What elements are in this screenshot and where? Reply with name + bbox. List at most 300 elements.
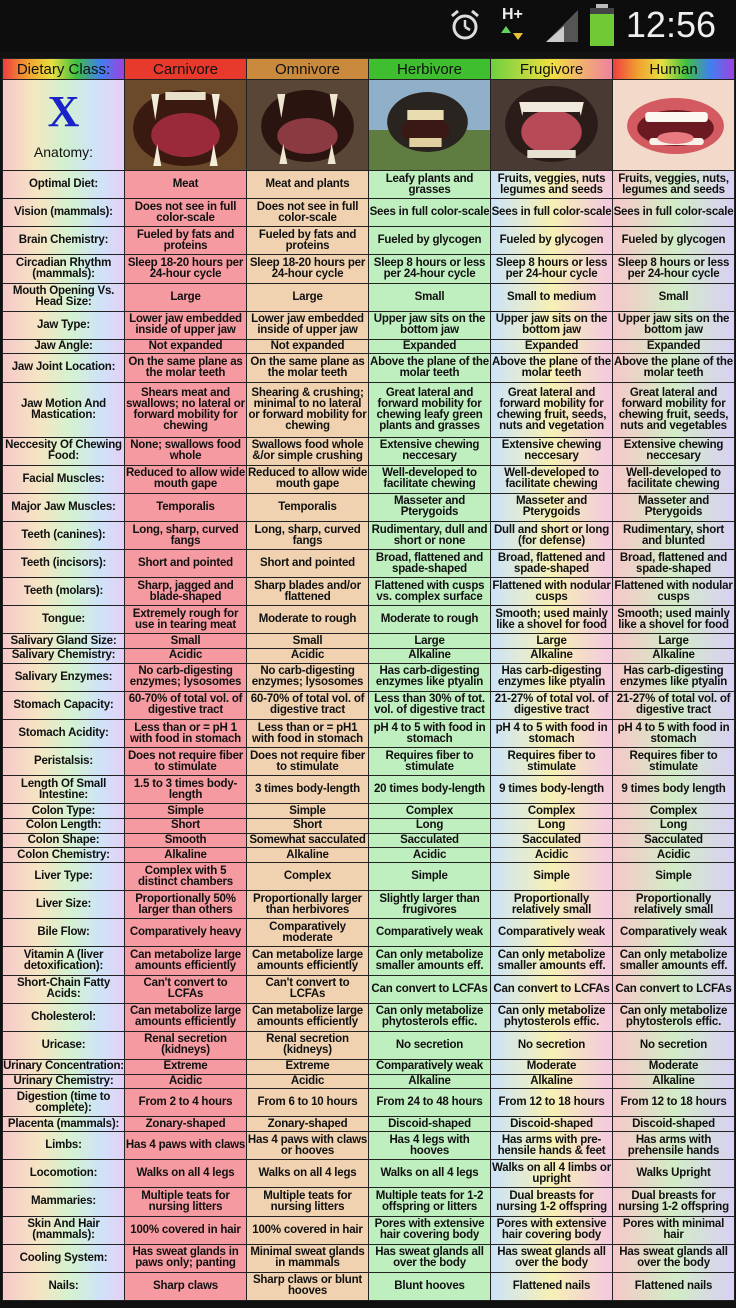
cell-herbivore: pH 4 to 5 with food in stomach	[369, 720, 491, 748]
cell-omnivore: Can metabolize large amounts efficiently	[247, 947, 369, 975]
cell-omnivore: Less than or = pH1 with food in stomach	[247, 720, 369, 748]
table-row	[3, 382, 735, 437]
cell-frugivore: Great lateral and forward mobility for chewing fruit, seeds, nuts and vegetation	[491, 382, 613, 437]
header-omnivore: Omnivore	[247, 59, 369, 80]
cell-human: No secretion	[613, 1031, 735, 1059]
cell-herbivore: From 24 to 48 hours	[369, 1089, 491, 1117]
table-row	[3, 891, 735, 919]
table-row	[3, 863, 735, 891]
table-row	[3, 1188, 735, 1216]
row-label: Jaw Type:	[3, 311, 125, 339]
header-dietary-class: Dietary Class:	[3, 59, 125, 80]
horse-teeth-photo	[369, 80, 491, 171]
cell-herbivore: Comparatively weak	[369, 1059, 491, 1074]
cell-frugivore: Acidic	[491, 848, 613, 863]
row-label: Colon Shape:	[3, 833, 125, 848]
row-label: Major Jaw Muscles:	[3, 493, 125, 521]
cell-human: Requires fiber to stimulate	[613, 748, 735, 776]
cell-herbivore: Slightly larger than frugivores	[369, 891, 491, 919]
cell-human: Masseter and Pterygoids	[613, 493, 735, 521]
cell-herbivore: Moderate to rough	[369, 606, 491, 634]
row-label: Salivary Gland Size:	[3, 634, 125, 649]
row-label: Colon Length:	[3, 819, 125, 834]
cell-human: Discoid-shaped	[613, 1117, 735, 1132]
cell-omnivore: Complex	[247, 863, 369, 891]
cell-frugivore: Alkaline	[491, 649, 613, 664]
row-label: Jaw Motion And Mastication:	[3, 382, 125, 437]
row-label: Digestion (time to complete):	[3, 1089, 125, 1117]
table-row	[3, 550, 735, 578]
row-label: Jaw Joint Location:	[3, 354, 125, 382]
cell-omnivore: Sleep 18-20 hours per 24-hour cycle	[247, 255, 369, 283]
cell-omnivore: Temporalis	[247, 493, 369, 521]
cell-frugivore: Has carb-digesting enzymes like ptyalin	[491, 663, 613, 691]
table-row	[3, 833, 735, 848]
cell-human: Great lateral and forward mobility for chewing fruit, seeds, nuts and vegetables	[613, 382, 735, 437]
cell-human: Dual breasts for nursing 1-2 offspring	[613, 1188, 735, 1216]
row-label: Skin And Hair (mammals):	[3, 1216, 125, 1244]
cell-carnivore: Long, sharp, curved fangs	[125, 521, 247, 549]
cell-carnivore: Can't convert to LCFAs	[125, 975, 247, 1003]
cell-herbivore: Pores with extensive hair covering body	[369, 1216, 491, 1244]
cell-carnivore: Comparatively heavy	[125, 919, 247, 947]
cell-herbivore: Rudimentary, dull and short or none	[369, 521, 491, 549]
cell-carnivore: None; swallows food whole	[125, 437, 247, 465]
table-row	[3, 521, 735, 549]
row-label: Locomotion:	[3, 1160, 125, 1188]
cell-frugivore: Can only metabolize phytosterols effic.	[491, 1003, 613, 1031]
cell-carnivore: Shears meat and swallows; no lateral or forward mobility for chewing	[125, 382, 247, 437]
cell-omnivore: Acidic	[247, 649, 369, 664]
table-row	[3, 947, 735, 975]
cell-human: Has sweat glands all over the body	[613, 1244, 735, 1272]
cell-human: Moderate	[613, 1059, 735, 1074]
bear-teeth-photo	[247, 80, 369, 171]
table-row	[3, 1244, 735, 1272]
cell-omnivore: Short	[247, 819, 369, 834]
cell-herbivore: Discoid-shaped	[369, 1117, 491, 1132]
cell-human: 9 times body length	[613, 776, 735, 804]
cell-human: Can only metabolize phytosterols effic.	[613, 1003, 735, 1031]
cell-human: Above the plane of the molar teeth	[613, 354, 735, 382]
cell-human: Has arms with prehensile hands	[613, 1132, 735, 1160]
cell-omnivore: No carb-digesting enzymes; lysosomes	[247, 663, 369, 691]
cell-frugivore: Smooth; used mainly like a shovel for food	[491, 606, 613, 634]
row-label: Bile Flow:	[3, 919, 125, 947]
cell-omnivore: Extreme	[247, 1059, 369, 1074]
table-row	[3, 804, 735, 819]
cell-human: Upper jaw sits on the bottom jaw	[613, 311, 735, 339]
cell-omnivore: On the same plane as the molar teeth	[247, 354, 369, 382]
cell-carnivore: 100% covered in hair	[125, 1216, 247, 1244]
cell-human: 21-27% of total vol. of digestive tract	[613, 691, 735, 719]
cell-omnivore: Does not see in full color-scale	[247, 199, 369, 227]
cell-carnivore: Acidic	[125, 649, 247, 664]
cell-carnivore: Has 4 paws with claws	[125, 1132, 247, 1160]
cell-human: pH 4 to 5 with food in stomach	[613, 720, 735, 748]
cell-herbivore: Less than 30% of tot. vol. of digestive tract	[369, 691, 491, 719]
network-icon	[500, 6, 530, 46]
cell-omnivore: Minimal sweat glands in mammals	[247, 1244, 369, 1272]
cell-herbivore: Requires fiber to stimulate	[369, 748, 491, 776]
cell-herbivore: Has 4 legs with hooves	[369, 1132, 491, 1160]
cell-herbivore: Has carb-digesting enzymes like ptyalin	[369, 663, 491, 691]
cell-omnivore: Short and pointed	[247, 550, 369, 578]
anatomy-cell	[3, 80, 125, 171]
row-label: Vitamin A (liver detoxification):	[3, 947, 125, 975]
cell-herbivore: Broad, flattened and spade-shaped	[369, 550, 491, 578]
cell-carnivore: 60-70% of total vol. of digestive tract	[125, 691, 247, 719]
cell-frugivore: Dull and short or long (for defense)	[491, 521, 613, 549]
cell-omnivore: 100% covered in hair	[247, 1216, 369, 1244]
cell-carnivore: Multiple teats for nursing litters	[125, 1188, 247, 1216]
cell-frugivore: Discoid-shaped	[491, 1117, 613, 1132]
row-label: Vision (mammals):	[3, 199, 125, 227]
cell-frugivore: Large	[491, 634, 613, 649]
table-row	[3, 493, 735, 521]
cell-human: Pores with minimal hair	[613, 1216, 735, 1244]
cell-carnivore: Sharp, jagged and blade-shaped	[125, 578, 247, 606]
cell-frugivore: Has sweat glands all over the body	[491, 1244, 613, 1272]
row-label: Facial Muscles:	[3, 465, 125, 493]
cell-human: Can only metabolize smaller amounts eff.	[613, 947, 735, 975]
cell-herbivore: Blunt hooves	[369, 1272, 491, 1300]
row-label: Mammaries:	[3, 1188, 125, 1216]
table-row	[3, 748, 735, 776]
cell-carnivore: Smooth	[125, 833, 247, 848]
table-row	[3, 776, 735, 804]
row-label: Teeth (molars):	[3, 578, 125, 606]
cell-frugivore: Requires fiber to stimulate	[491, 748, 613, 776]
cell-human: From 12 to 18 hours	[613, 1089, 735, 1117]
cell-carnivore: Has sweat glands in paws only; panting	[125, 1244, 247, 1272]
cell-carnivore: Lower jaw embedded inside of upper jaw	[125, 311, 247, 339]
table-row	[3, 848, 735, 863]
cell-frugivore: Upper jaw sits on the bottom jaw	[491, 311, 613, 339]
cell-omnivore: Moderate to rough	[247, 606, 369, 634]
table-row	[3, 227, 735, 255]
cell-frugivore: Masseter and Pterygoids	[491, 493, 613, 521]
x-mark: X	[47, 87, 80, 136]
table-row	[3, 975, 735, 1003]
cell-omnivore: 3 times body-length	[247, 776, 369, 804]
cell-human: Extensive chewing neccesary	[613, 437, 735, 465]
cell-herbivore: Simple	[369, 863, 491, 891]
cell-carnivore: Acidic	[125, 1074, 247, 1089]
cell-human: Has carb-digesting enzymes like ptyalin	[613, 663, 735, 691]
alarm-icon	[448, 8, 482, 42]
cell-human: Broad, flattened and spade-shaped	[613, 550, 735, 578]
table-row	[3, 1059, 735, 1074]
cell-omnivore: Sharp blades and/or flattened	[247, 578, 369, 606]
cell-herbivore: Walks on all 4 legs	[369, 1160, 491, 1188]
cell-frugivore: Small to medium	[491, 283, 613, 311]
cell-frugivore: Moderate	[491, 1059, 613, 1074]
image-row	[3, 80, 735, 171]
table-row	[3, 1160, 735, 1188]
cell-omnivore: Does not require fiber to stimulate	[247, 748, 369, 776]
cell-carnivore: Proportionally 50% larger than others	[125, 891, 247, 919]
cell-human: Complex	[613, 804, 735, 819]
cell-herbivore: Fueled by glycogen	[369, 227, 491, 255]
diet-comparison-table	[2, 58, 735, 1301]
cell-herbivore: Leafy plants and grasses	[369, 171, 491, 199]
table-row	[3, 1272, 735, 1300]
cell-human: Can convert to LCFAs	[613, 975, 735, 1003]
row-label: Salivary Enzymes:	[3, 663, 125, 691]
table-row	[3, 1117, 735, 1132]
cell-omnivore: 60-70% of total vol. of digestive tract	[247, 691, 369, 719]
cell-human: Sleep 8 hours or less per 24-hour cycle	[613, 255, 735, 283]
cell-carnivore: Meat	[125, 171, 247, 199]
row-label: Cooling System:	[3, 1244, 125, 1272]
row-label: Nails:	[3, 1272, 125, 1300]
row-label: Liver Size:	[3, 891, 125, 919]
cell-human: Well-developed to facilitate chewing	[613, 465, 735, 493]
table-row	[3, 649, 735, 664]
cell-carnivore: Can metabolize large amounts efficiently	[125, 1003, 247, 1031]
cell-omnivore: Large	[247, 283, 369, 311]
cell-omnivore: Can metabolize large amounts efficiently	[247, 1003, 369, 1031]
table-row	[3, 663, 735, 691]
cell-human: Flattened nails	[613, 1272, 735, 1300]
cell-carnivore: Small	[125, 634, 247, 649]
row-label: Stomach Capacity:	[3, 691, 125, 719]
cell-carnivore: Sharp claws	[125, 1272, 247, 1300]
cell-herbivore: Well-developed to facilitate chewing	[369, 465, 491, 493]
cell-omnivore: Long, sharp, curved fangs	[247, 521, 369, 549]
cell-carnivore: Short	[125, 819, 247, 834]
row-label: Colon Type:	[3, 804, 125, 819]
cell-frugivore: Well-developed to facilitate chewing	[491, 465, 613, 493]
cell-frugivore: Has arms with pre-hensile hands & feet	[491, 1132, 613, 1160]
cell-herbivore: No secretion	[369, 1031, 491, 1059]
cell-omnivore: Acidic	[247, 1074, 369, 1089]
cell-human: Expanded	[613, 339, 735, 354]
cell-omnivore: Shearing & crushing; minimal to no lateral or forward mobility for chewing	[247, 382, 369, 437]
cell-human: Simple	[613, 863, 735, 891]
cell-human: Alkaline	[613, 1074, 735, 1089]
table-row	[3, 283, 735, 311]
row-label: Teeth (canines):	[3, 521, 125, 549]
cell-frugivore: Expanded	[491, 339, 613, 354]
row-label: Mouth Opening Vs. Head Size:	[3, 283, 125, 311]
cell-frugivore: pH 4 to 5 with food in stomach	[491, 720, 613, 748]
cell-herbivore: Comparatively weak	[369, 919, 491, 947]
table-header-row	[3, 59, 735, 80]
cell-carnivore: Large	[125, 283, 247, 311]
row-label: Cholesterol:	[3, 1003, 125, 1031]
cell-frugivore: Can only metabolize smaller amounts eff.	[491, 947, 613, 975]
row-label: Circadian Rhythm (mammals):	[3, 255, 125, 283]
cell-carnivore: Sleep 18-20 hours per 24-hour cycle	[125, 255, 247, 283]
cell-omnivore: Swallows food whole &/or simple crushing	[247, 437, 369, 465]
row-label: Neccesity Of Chewing Food:	[3, 437, 125, 465]
cell-human: Long	[613, 819, 735, 834]
human-mouth-photo	[613, 80, 735, 171]
cell-omnivore: Zonary-shaped	[247, 1117, 369, 1132]
cell-omnivore: From 6 to 10 hours	[247, 1089, 369, 1117]
cell-carnivore: Not expanded	[125, 339, 247, 354]
cell-carnivore: Short and pointed	[125, 550, 247, 578]
cell-omnivore: Comparatively moderate	[247, 919, 369, 947]
cell-herbivore: Great lateral and forward mobility for chewing leafy green plants and grasses	[369, 382, 491, 437]
cell-human: Proportionally relatively small	[613, 891, 735, 919]
cell-omnivore: Simple	[247, 804, 369, 819]
cell-frugivore: Dual breasts for nursing 1-2 offspring	[491, 1188, 613, 1216]
cell-carnivore: On the same plane as the molar teeth	[125, 354, 247, 382]
cell-omnivore: Has 4 paws with claws or hooves	[247, 1132, 369, 1160]
cell-frugivore: Complex	[491, 804, 613, 819]
cell-carnivore: Renal secretion (kidneys)	[125, 1031, 247, 1059]
cell-herbivore: Acidic	[369, 848, 491, 863]
row-label: Urinary Chemistry:	[3, 1074, 125, 1089]
table-row	[3, 919, 735, 947]
cell-carnivore: Fueled by fats and proteins	[125, 227, 247, 255]
table-row	[3, 1074, 735, 1089]
cell-herbivore: Extensive chewing neccesary	[369, 437, 491, 465]
row-label: Brain Chemistry:	[3, 227, 125, 255]
cell-omnivore: Small	[247, 634, 369, 649]
cell-carnivore: Can metabolize large amounts efficiently	[125, 947, 247, 975]
cell-frugivore: No secretion	[491, 1031, 613, 1059]
cell-herbivore: Alkaline	[369, 1074, 491, 1089]
status-bar	[0, 0, 736, 52]
cell-omnivore: Lower jaw embedded inside of upper jaw	[247, 311, 369, 339]
cell-omnivore: Not expanded	[247, 339, 369, 354]
cell-frugivore: Proportionally relatively small	[491, 891, 613, 919]
clock: 12:56	[625, 4, 716, 45]
table-row	[3, 354, 735, 382]
cell-omnivore: Somewhat sacculated	[247, 833, 369, 848]
cell-carnivore: Extreme	[125, 1059, 247, 1074]
cell-herbivore: Expanded	[369, 339, 491, 354]
cell-herbivore: Flattened with cusps vs. complex surface	[369, 578, 491, 606]
cell-herbivore: Upper jaw sits on the bottom jaw	[369, 311, 491, 339]
row-label: Short-Chain Fatty Acids:	[3, 975, 125, 1003]
cell-frugivore: Extensive chewing neccesary	[491, 437, 613, 465]
signal-icon	[544, 8, 580, 44]
cell-carnivore: Extremely rough for use in tearing meat	[125, 606, 247, 634]
cell-frugivore: Sees in full color-scale	[491, 199, 613, 227]
table-row	[3, 606, 735, 634]
cell-frugivore: Flattened with nodular cusps	[491, 578, 613, 606]
table-row	[3, 1132, 735, 1160]
row-label: Placenta (mammals):	[3, 1117, 125, 1132]
cell-carnivore: Alkaline	[125, 848, 247, 863]
cell-omnivore: Renal secretion (kidneys)	[247, 1031, 369, 1059]
header-herbivore: Herbivore	[369, 59, 491, 80]
cell-herbivore: Has sweat glands all over the body	[369, 1244, 491, 1272]
cell-herbivore: Can only metabolize phytosterols effic.	[369, 1003, 491, 1031]
cell-frugivore: Sacculated	[491, 833, 613, 848]
cell-carnivore: Reduced to allow wide mouth gape	[125, 465, 247, 493]
row-label: Salivary Chemistry:	[3, 649, 125, 664]
cell-frugivore: 9 times body-length	[491, 776, 613, 804]
cell-herbivore: 20 times body-length	[369, 776, 491, 804]
table-row	[3, 1089, 735, 1117]
cell-frugivore: Comparatively weak	[491, 919, 613, 947]
cell-herbivore: Sacculated	[369, 833, 491, 848]
cell-frugivore: Flattened nails	[491, 1272, 613, 1300]
cell-carnivore: No carb-digesting enzymes; lysosomes	[125, 663, 247, 691]
cell-frugivore: Fruits, veggies, nuts legumes and seeds	[491, 171, 613, 199]
cell-herbivore: Can only metabolize smaller amounts eff.	[369, 947, 491, 975]
cell-omnivore: Walks on all 4 legs	[247, 1160, 369, 1188]
table-row	[3, 437, 735, 465]
cell-carnivore: Temporalis	[125, 493, 247, 521]
cell-omnivore: Multiple teats for nursing litters	[247, 1188, 369, 1216]
cell-omnivore: Meat and plants	[247, 171, 369, 199]
cell-herbivore: Small	[369, 283, 491, 311]
cell-carnivore: Simple	[125, 804, 247, 819]
cell-human: Sacculated	[613, 833, 735, 848]
cell-carnivore: Does not require fiber to stimulate	[125, 748, 247, 776]
cell-herbivore: Large	[369, 634, 491, 649]
cell-herbivore: Above the plane of the molar teeth	[369, 354, 491, 382]
cell-human: Alkaline	[613, 649, 735, 664]
cell-omnivore: Fueled by fats and proteins	[247, 227, 369, 255]
network-type-label: H+	[502, 6, 523, 23]
row-label: Tongue:	[3, 606, 125, 634]
cell-human: Smooth; used mainly like a shovel for food	[613, 606, 735, 634]
cell-carnivore: Does not see in full color-scale	[125, 199, 247, 227]
cell-omnivore: Alkaline	[247, 848, 369, 863]
cell-omnivore: Proportionally larger than herbivores	[247, 891, 369, 919]
cell-frugivore: Broad, flattened and spade-shaped	[491, 550, 613, 578]
cell-frugivore: Alkaline	[491, 1074, 613, 1089]
cell-human: Flattened with nodular cusps	[613, 578, 735, 606]
table-row	[3, 199, 735, 227]
cell-omnivore: Reduced to allow wide mouth gape	[247, 465, 369, 493]
table-row	[3, 339, 735, 354]
cell-omnivore: Sharp claws or blunt hooves	[247, 1272, 369, 1300]
battery-icon	[588, 4, 616, 46]
table-row	[3, 819, 735, 834]
cell-frugivore: Pores with extensive hair covering body	[491, 1216, 613, 1244]
cell-human: Acidic	[613, 848, 735, 863]
cell-frugivore: Walks on all 4 limbs or upright	[491, 1160, 613, 1188]
cell-human: Rudimentary, short and blunted	[613, 521, 735, 549]
row-label: Length Of Small Intestine:	[3, 776, 125, 804]
table-row	[3, 634, 735, 649]
cell-human: Small	[613, 283, 735, 311]
row-label: Limbs:	[3, 1132, 125, 1160]
table-row	[3, 1003, 735, 1031]
cell-human: Comparatively weak	[613, 919, 735, 947]
cell-frugivore: Can convert to LCFAs	[491, 975, 613, 1003]
table-row	[3, 465, 735, 493]
cell-frugivore: Sleep 8 hours or less per 24-hour cycle	[491, 255, 613, 283]
row-label: Peristalsis:	[3, 748, 125, 776]
cell-carnivore: Walks on all 4 legs	[125, 1160, 247, 1188]
cell-herbivore: Complex	[369, 804, 491, 819]
row-label: Jaw Angle:	[3, 339, 125, 354]
chimpanzee-teeth-photo	[491, 80, 613, 171]
table-row	[3, 691, 735, 719]
cell-human: Fueled by glycogen	[613, 227, 735, 255]
cell-frugivore: Fueled by glycogen	[491, 227, 613, 255]
cell-herbivore: Can convert to LCFAs	[369, 975, 491, 1003]
cell-human: Fruits, veggies, nuts, legumes and seeds	[613, 171, 735, 199]
table-row	[3, 720, 735, 748]
cell-herbivore: Sees in full color-scale	[369, 199, 491, 227]
row-label: Urinary Concentration:	[3, 1060, 124, 1073]
row-label: Optimal Diet:	[3, 171, 125, 199]
row-label: Colon Chemistry:	[3, 848, 125, 863]
table-row	[3, 171, 735, 199]
cell-carnivore: 1.5 to 3 times body-length	[125, 776, 247, 804]
